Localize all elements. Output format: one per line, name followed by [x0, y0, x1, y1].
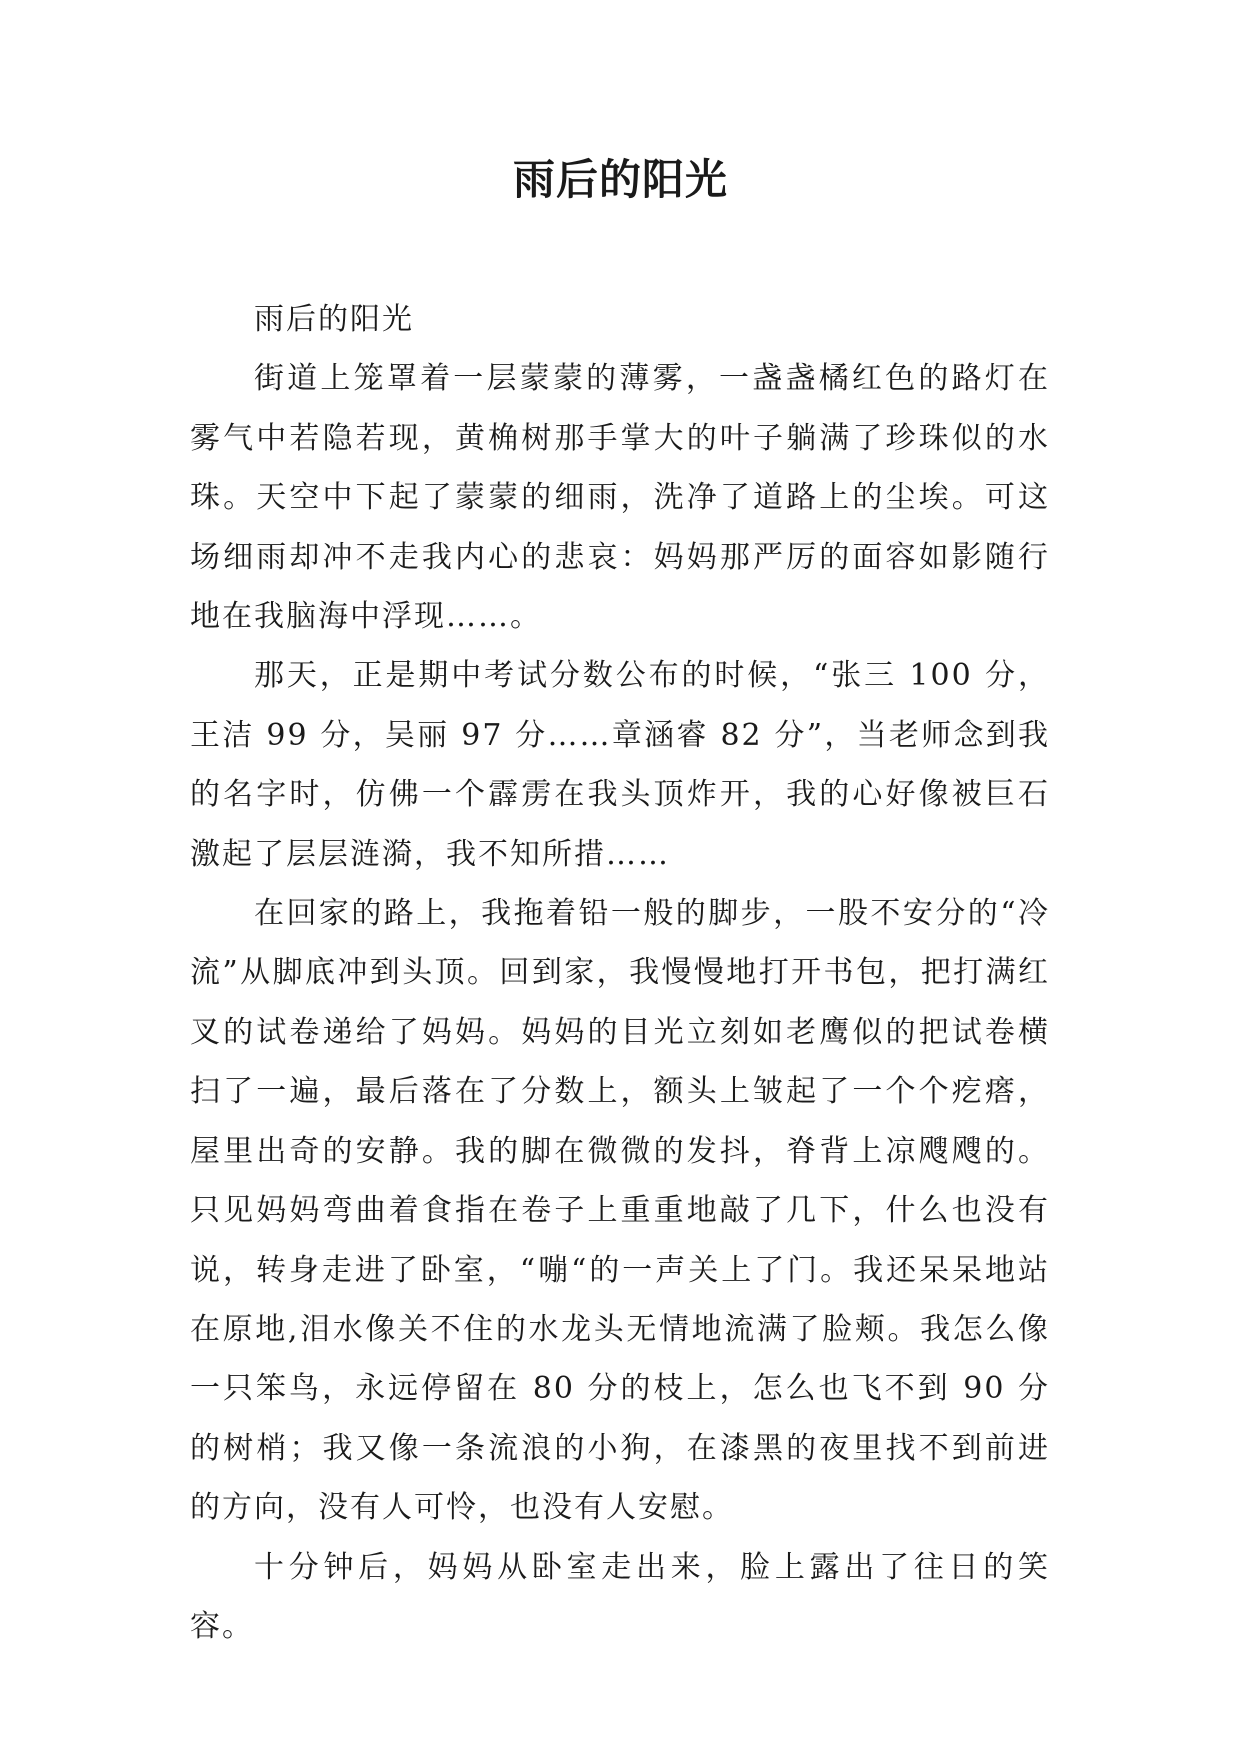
document-title: 雨后的阳光: [512, 155, 728, 204]
document-body: [190, 290, 1050, 1656]
paragraph-subtitle: 雨后的阳光: [254, 302, 414, 337]
paragraph-3: 在回家的路上，我拖着铅一般的脚步，一股不安分的“冷流”从脚底冲到头顶。回到家，我慢慢地打开书包，把打满红叉的试卷递给了妈妈。妈妈的目光立刻如老鹰似的把试卷横扫了一遍，最后落在了分数上，额头上皱起了一个个疙瘩，屋里出奇的安静。我的脚在微微的发抖，脊背上凉飕飕的。只见妈妈弯曲着食指在卷子上重重地敲了几下，什么也没有说，转身走进了卧室，“嘣“的一声关上了门。我还呆呆地站在原地,泪水像关不住的水龙头无情地流满了脸颊。我怎么像一只笨鸟，永远停留在 80 分的枝上，怎么也飞不到 90 分的树梢；我又像一条流浪的小狗，在漆黑的夜里找不到前进的方向，没有人可怜，也没有人安慰。: [190, 896, 1050, 1526]
paragraph-1: 街道上笼罩着一层蒙蒙的薄雾，一盏盏橘红色的路灯在雾气中若隐若现，黄桷树那手掌大的叶子躺满了珍珠似的水珠。天空中下起了蒙蒙的细雨，洗净了道路上的尘埃。可这场细雨却冲不走我内心的悲哀：妈妈那严厉的面容如影随行地在我脑海中浮现……。: [190, 361, 1050, 635]
paragraph-2: 那天，正是期中考试分数公布的时候，“张三 100 分，王洁 99 分，吴丽 97 分……章涵睿 82 分”，当老师念到我的名字时，仿佛一个霹雳在我头顶炸开，我的心好像被巨石激起了层层涟漪，我不知所措……: [190, 658, 1050, 872]
paragraph-4: 十分钟后，妈妈从卧室走出来，脸上露出了往日的笑容。: [190, 1549, 1050, 1644]
